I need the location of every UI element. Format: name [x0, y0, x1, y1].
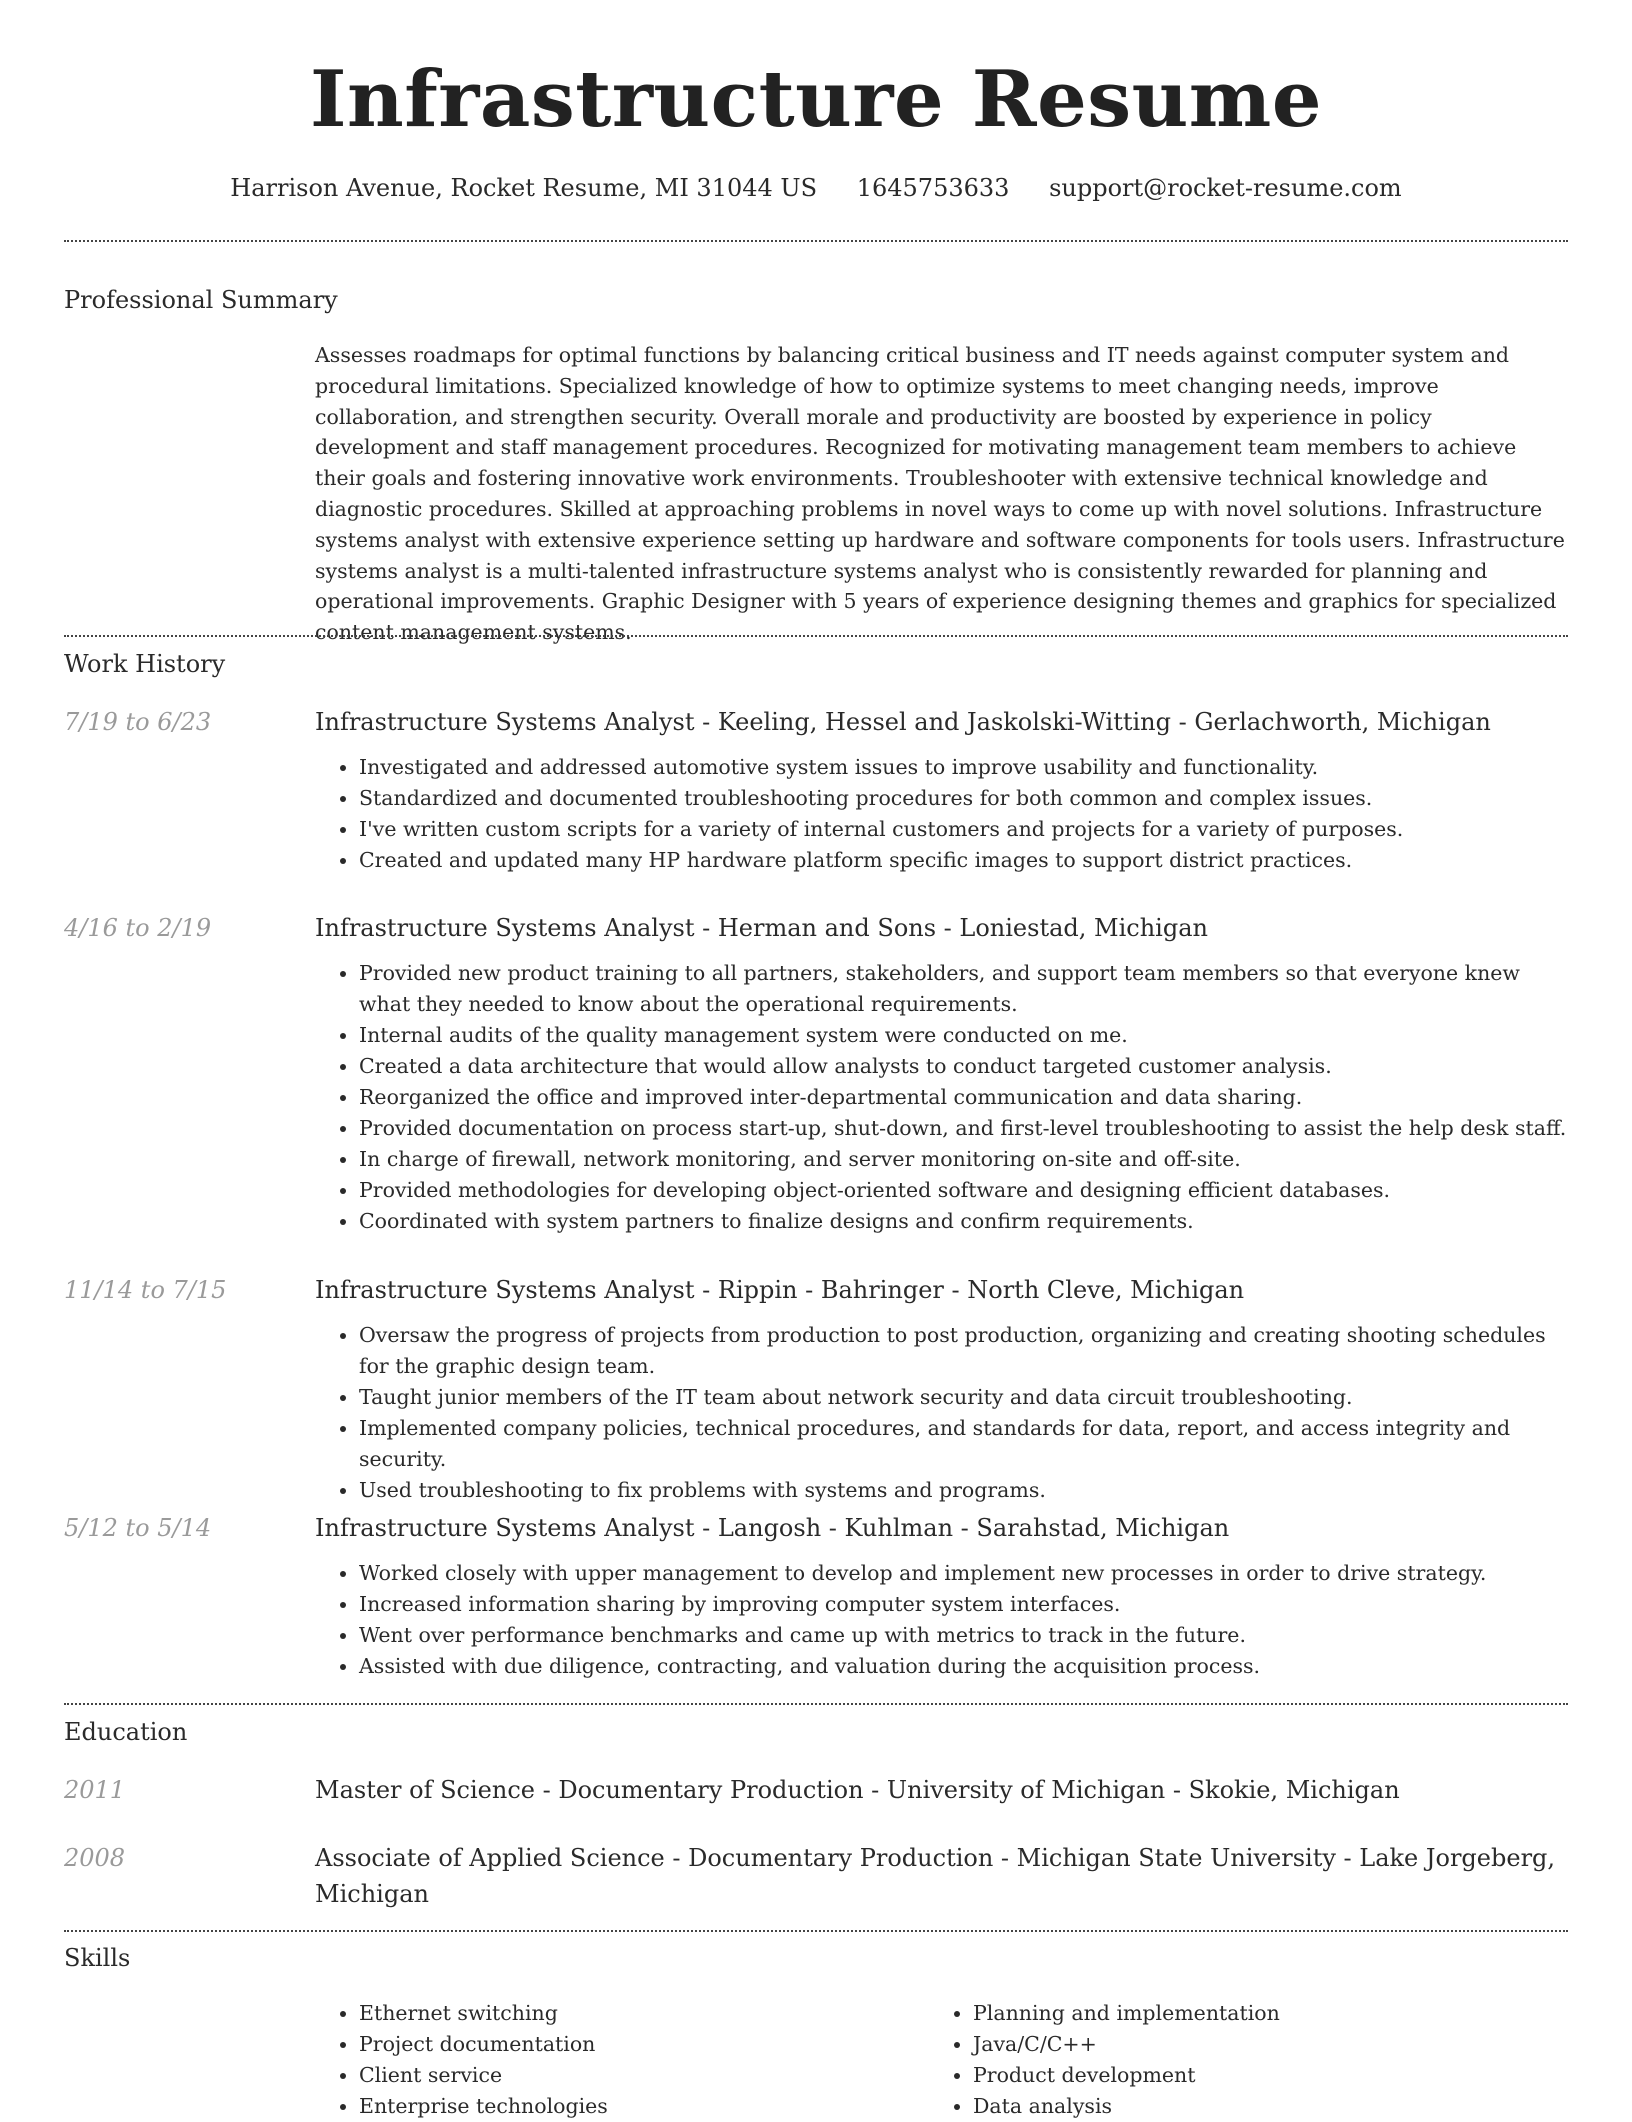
job-bullet: • Provided documentation on process start-up, shut-down, and first-level troubleshooting to assist the help desk staff. [359, 1113, 1568, 1144]
divider-work-history [64, 1703, 1568, 1705]
job-bullets [315, 958, 1568, 1237]
resume-page [64, 0, 1568, 2118]
section-title-work-history: Work History [64, 650, 226, 678]
job-entry [315, 910, 1568, 1237]
job-dates: 7/19 to 6/23 [64, 708, 212, 736]
job-title: Infrastructure Systems Analyst - Rippin - Bahringer - North Cleve, Michigan [315, 1276, 1245, 1304]
job-bullet: • Went over performance benchmarks and came up with metrics to track in the future. [359, 1620, 1568, 1651]
divider-header [64, 240, 1568, 242]
job-bullets [315, 1558, 1568, 1682]
job-dates: 5/12 to 5/14 [64, 1514, 212, 1542]
job-dates: 4/16 to 2/19 [64, 914, 212, 942]
job-title: Infrastructure Systems Analyst - Keeling, Hessel and Jaskolski-Witting - Gerlachworth, Michigan [315, 708, 1491, 736]
job-entry [315, 704, 1568, 876]
job-bullets [315, 1320, 1568, 1506]
job-bullet: • Coordinated with system partners to finalize designs and confirm requirements. [359, 1206, 1568, 1237]
skills-list [315, 1998, 1568, 2122]
skills-column-left [315, 1998, 929, 2122]
job-title: Infrastructure Systems Analyst - Herman and Sons - Loniestad, Michigan [315, 914, 1208, 942]
education-text: Associate of Applied Science - Documentary Production - Michigan State University - Lake Jorgeberg, Michigan [315, 1844, 1556, 1908]
skill-item: • Data analysis [973, 2091, 1543, 2122]
job-bullet: • Reorganized the office and improved inter-departmental communication and data sharing. [359, 1082, 1568, 1113]
section-title-summary: Professional Summary [64, 286, 338, 314]
skill-item: • Client service [359, 2060, 929, 2091]
skills-column-right [929, 1998, 1543, 2122]
job-bullets [315, 752, 1568, 876]
education-text: Master of Science - Documentary Production - University of Michigan - Skokie, Michigan [315, 1776, 1400, 1804]
job-bullet: • Implemented company policies, technical procedures, and standards for data, report, and access integrity and security. [359, 1413, 1568, 1475]
section-title-skills: Skills [64, 1944, 131, 1972]
job-bullet: • In charge of firewall, network monitoring, and server monitoring on-site and off-site. [359, 1144, 1568, 1175]
divider-summary [64, 635, 1568, 637]
education-entry [315, 1772, 1568, 1808]
job-bullet: • Provided new product training to all partners, stakeholders, and support team members so that everyone knew what they needed to know about the operational requirements. [359, 958, 1568, 1020]
job-bullet: • Used troubleshooting to fix problems with systems and programs. [359, 1475, 1568, 1506]
skill-item: • Product development [973, 2060, 1543, 2091]
job-bullet: • Standardized and documented troubleshooting procedures for both common and complex issues. [359, 783, 1568, 814]
job-bullet: • I've written custom scripts for a variety of internal customers and projects for a variety of purposes. [359, 814, 1568, 845]
job-bullet: • Internal audits of the quality management system were conducted on me. [359, 1020, 1568, 1051]
skill-item: • Project documentation [359, 2029, 929, 2060]
job-bullet: • Increased information sharing by improving computer system interfaces. [359, 1589, 1568, 1620]
summary-text: Assesses roadmaps for optimal functions by balancing critical business and IT needs against computer system and procedural limitations. Specialized knowledge of how to optimize systems to meet changing needs, improve collaboration, and strengthen security. Overall morale and productivity are boosted by experience in policy development and staff management procedures. Recognized for motivating management team members to achieve their goals and fostering innovative work environments. Troubleshooter with extensive technical knowledge and diagnostic procedures. Skilled at approaching problems in novel ways to come up with novel solutions. Infrastructure systems analyst with extensive experience setting up hardware and software components for tools users. Infrastructure systems analyst is a multi-talented infrastructure systems analyst who is consistently rewarded for planning and operational improvements. Graphic Designer with 5 years of experience designing themes and graphics for specialized content management systems. [315, 343, 1565, 645]
skill-item: • Enterprise technologies [359, 2091, 929, 2122]
skill-item: • Ethernet switching [359, 1998, 929, 2029]
contact-email: support@rocket-resume.com [1049, 174, 1402, 202]
contact-line [64, 172, 1568, 204]
divider-education [64, 1930, 1568, 1932]
job-bullet: • Provided methodologies for developing object-oriented software and designing efficient databases. [359, 1175, 1568, 1206]
skill-item: • Java/C/C++ [973, 2029, 1543, 2060]
job-bullet: • Created a data architecture that would allow analysts to conduct targeted customer analysis. [359, 1051, 1568, 1082]
job-entry [315, 1510, 1568, 1682]
education-year: 2011 [64, 1776, 126, 1804]
summary-block [315, 340, 1568, 648]
contact-phone: 1645753633 [856, 174, 1010, 202]
resume-title: Infrastructure Resume [310, 54, 1322, 145]
job-bullet: • Investigated and addressed automotive system issues to improve usability and functionality. [359, 752, 1568, 783]
job-bullet: • Worked closely with upper management to develop and implement new processes in order to drive strategy. [359, 1558, 1568, 1589]
job-title: Infrastructure Systems Analyst - Langosh - Kuhlman - Sarahstad, Michigan [315, 1514, 1230, 1542]
section-title-education: Education [64, 1718, 188, 1746]
job-bullet: • Oversaw the progress of projects from production to post production, organizing and creating shooting schedules for the graphic design team. [359, 1320, 1568, 1382]
education-entry [315, 1840, 1568, 1912]
job-bullet: • Created and updated many HP hardware platform specific images to support district practices. [359, 845, 1568, 876]
job-entry [315, 1272, 1568, 1506]
contact-address: Harrison Avenue, Rocket Resume, MI 31044 US [230, 174, 818, 202]
education-year: 2008 [64, 1844, 126, 1872]
skill-item: • Planning and implementation [973, 1998, 1543, 2029]
job-dates: 11/14 to 7/15 [64, 1276, 227, 1304]
job-bullet: • Taught junior members of the IT team about network security and data circuit troubleshooting. [359, 1382, 1568, 1413]
job-bullet: • Assisted with due diligence, contracting, and valuation during the acquisition process. [359, 1651, 1568, 1682]
